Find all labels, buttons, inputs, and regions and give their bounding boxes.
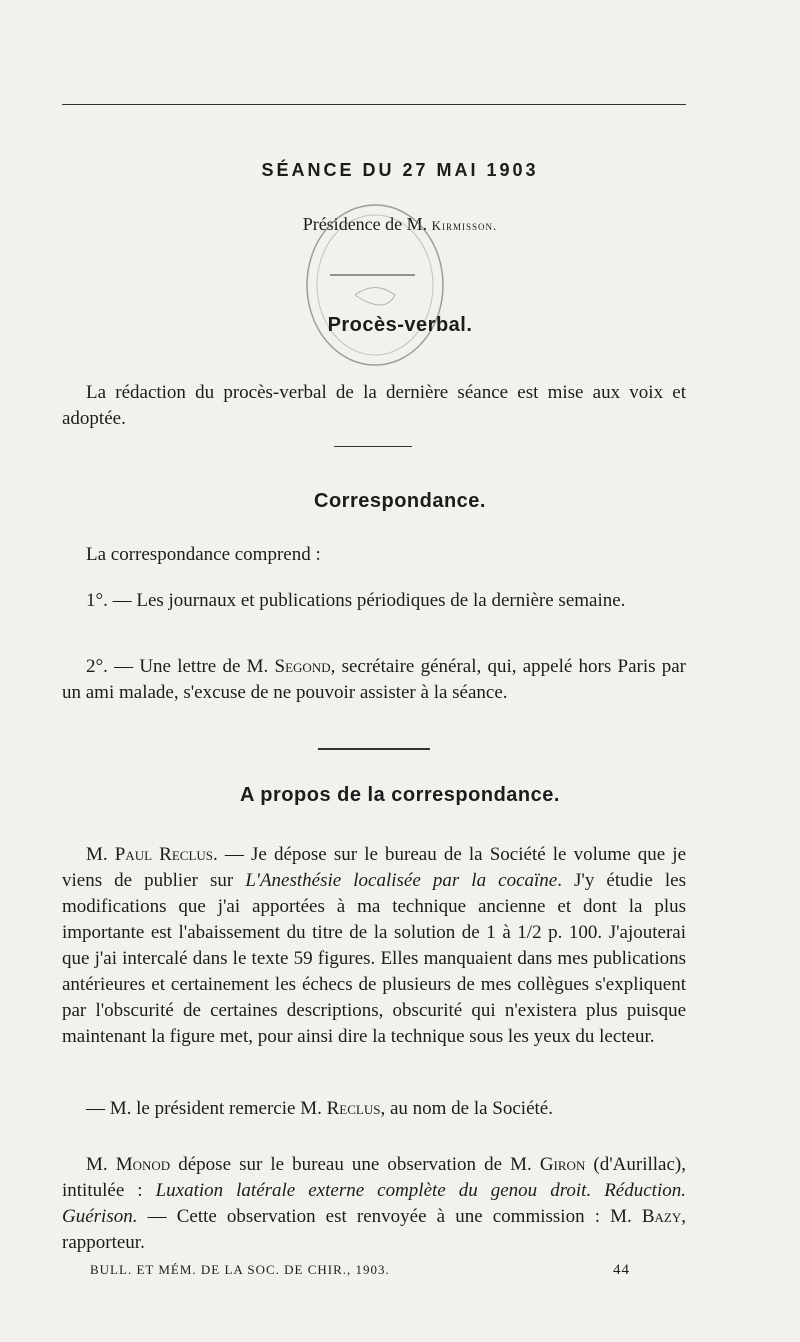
proces-verbal-text: La rédaction du procès-verbal de la dernière séance est mise aux voix et adoptée.	[62, 382, 686, 429]
president-name: Kirmisson.	[431, 218, 498, 233]
top-rule	[62, 104, 686, 105]
reclus-paragraph: M. Paul Reclus. — Je dépose sur le bureau de la Société le volume que je viens de publier sur L'Anesthésie localisée par la cocaïne. J'y étudie les modifications que j'ai apportées à ma technique ancienne et dont la plus importante est l'abaissement du titre de la solution de 1 à 1/2 p. 100. J'ajouterai que j'ai intercalé dans le texte 59 figures. Elles manquaient dans mes publications antérieures et certainement les échecs de plusieurs de mes collègues s'expliquent par l'obscurité de certaines descriptions, obscurité qui n'existera plus puisque maintenant la figure met, pour ainsi dire la technique sous les yeux du lecteur.	[62, 844, 686, 1047]
correspondance-item-2: 2°. — Une lettre de M. Segond, secrétaire général, qui, appelé hors Paris par un ami malade, s'excuse de ne pouvoir assister à la séance.	[62, 656, 687, 703]
person-name: Reclus	[326, 1098, 381, 1119]
proces-verbal-title: Procès-verbal.	[327, 314, 473, 336]
correspondance-title: Correspondance.	[314, 490, 486, 512]
section-divider	[318, 748, 430, 750]
presidence-label: Présidence de M.	[302, 214, 428, 234]
person-name: Bazy	[641, 1206, 682, 1227]
book-title: L'Anesthésie localisée par la cocaïne	[245, 870, 558, 891]
page-footer	[90, 1262, 670, 1278]
person-name: Monod	[115, 1154, 171, 1175]
person-name: Giron	[539, 1154, 586, 1175]
library-stamp	[300, 200, 450, 370]
seance-heading: SÉANCE DU 27 MAI 1903	[261, 160, 539, 180]
observation-title: Luxation latérale externe complète du genou droit. Réduction. Guérison.	[62, 1180, 686, 1227]
correspondance-intro: La correspondance comprend :	[86, 544, 321, 565]
apropos-title: A propos de la correspondance.	[240, 784, 560, 806]
section-divider	[334, 446, 412, 447]
page-number: 44	[613, 1262, 630, 1278]
speaker-name: M. Paul Reclus.	[86, 844, 218, 865]
correspondance-item-1: 1°. — Les journaux et publications périodiques de la dernière semaine.	[86, 590, 626, 611]
president-thanks: — M. le président remercie M. Reclus, au nom de la Société.	[86, 1098, 553, 1119]
person-name: Segond	[274, 656, 331, 677]
monod-paragraph: M. Monod dépose sur le bureau une observation de M. Giron (d'Aurillac), intitulée : Luxation latérale externe complète du genou droit. Réduction. Guérison. — Cette observation est renvoyée à une commission : M. Bazy, rapporteur.	[62, 1154, 686, 1253]
journal-reference: BULL. ET MÉM. DE LA SOC. DE CHIR., 1903.	[90, 1262, 390, 1277]
